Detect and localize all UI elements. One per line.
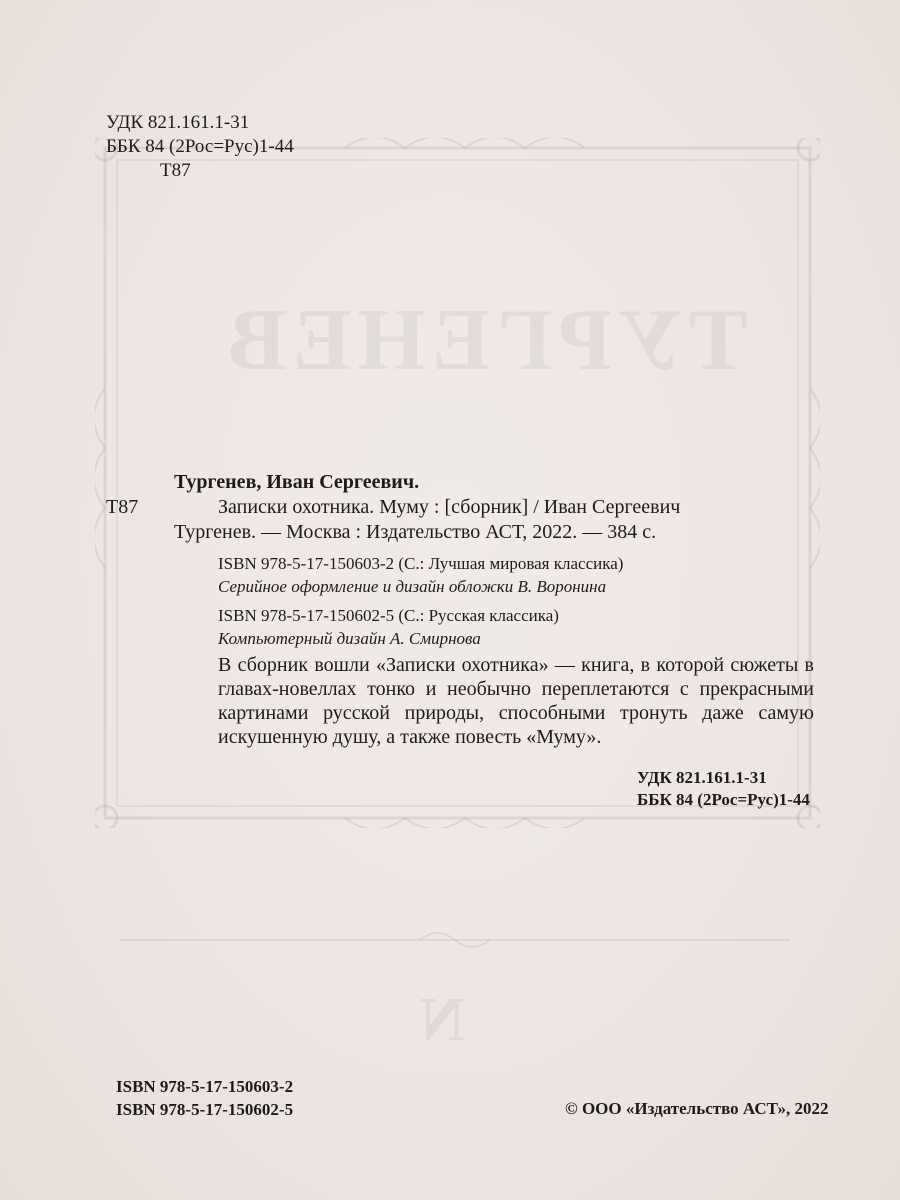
isbn-series-2: ISBN 978-5-17-150602-5 (С.: Русская классика) [218,606,559,625]
show-through-divider-ornament [120,925,790,955]
entry-author-mark: Т87 [106,496,139,518]
author-mark-top: Т87 [160,160,191,181]
bbk-code-right: ББК 84 (2Рос=Рус)1-44 [637,790,810,809]
design-credit-2: Компьютерный дизайн А. Смирнова [218,629,481,648]
isbn-series-1: ISBN 978-5-17-150603-2 (С.: Лучшая мировая классика) [218,554,624,573]
udk-code-top: УДК 821.161.1-31 [106,112,250,133]
bbk-code-top: ББК 84 (2Рос=Рус)1-44 [106,136,294,157]
udk-code-right: УДК 821.161.1-31 [637,768,767,787]
show-through-publisher-logo: N [420,986,465,1054]
footer-isbn-1: ISBN 978-5-17-150603-2 [116,1077,294,1096]
footer-isbn-2: ISBN 978-5-17-150602-5 [116,1100,294,1119]
footer-copyright: © ООО «Издательство АСТ», 2022 [565,1099,829,1118]
book-annotation: В сборник вошли «Записки охотника» — книга, в которой сюжеты в главах-новеллах тонко и необычно переплетаются с прекрасными картинами русской природы, способными тронуть даже самую искушенную душу, а также повесть «Муму». [218,654,814,748]
entry-title-line-1: Записки охотника. Муму : [сборник] / Иван Сергеевич [218,496,681,518]
entry-author: Тургенев, Иван Сергеевич. [174,471,420,493]
show-through-author-lettering: ТУРГЕНЕВ [222,292,748,389]
entry-title-line-2: Тургенев. — Москва : Издательство АСТ, 2022. — 384 с. [174,521,657,543]
design-credit-1: Серийное оформление и дизайн обложки В. Воронина [218,577,607,596]
